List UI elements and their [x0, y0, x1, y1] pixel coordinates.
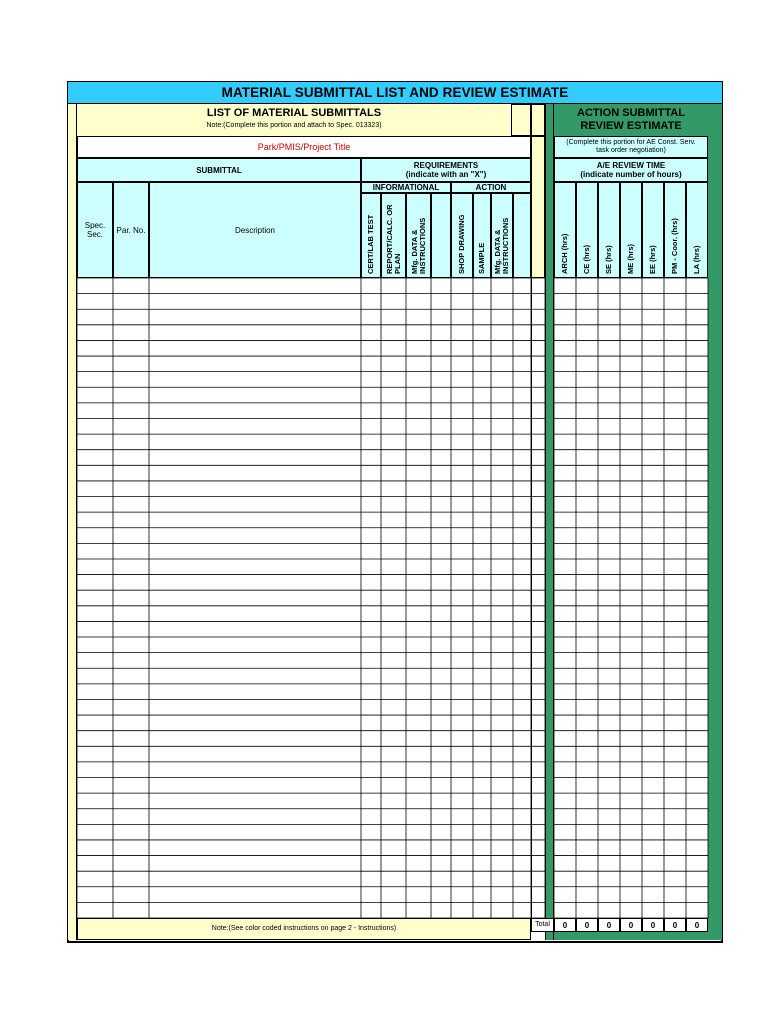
arch-hrs-header: ARCH (hrs) [554, 182, 576, 278]
review-time-header: A/E REVIEW TIME (indicate number of hours) [554, 158, 708, 182]
description-header: Description [149, 182, 361, 278]
total-ce: 0 [576, 918, 598, 932]
total-arch: 0 [554, 918, 576, 932]
par-no-header: Par. No. [113, 182, 149, 278]
sample-header: SAMPLE [473, 193, 491, 278]
total-me: 0 [620, 918, 642, 932]
pm-coor-hrs-header: PM - Coor. (hrs) [664, 182, 686, 278]
project-title-label: Park/PMIS/Project Title [257, 142, 351, 152]
footer-note-cell: Note:(See color coded instructions on page 2 - Instructions) [77, 918, 531, 940]
total-la: 0 [686, 918, 708, 932]
total-pm-coor: 0 [664, 918, 686, 932]
submittal-header: SUBMITTAL [77, 158, 361, 182]
total-ee: 0 [642, 918, 664, 932]
total-se: 0 [598, 918, 620, 932]
la-hrs-header: LA (hrs) [686, 182, 708, 278]
left-note: Note:(Complete this portion and attach to Spec. 013323) [206, 122, 382, 129]
action-header: ACTION [451, 182, 531, 193]
shop-drawing-header: SHOP DRAWING [451, 193, 473, 278]
form-title: MATERIAL SUBMITTAL LIST AND REVIEW ESTIMATE [68, 82, 722, 104]
spec-sec-header: Spec. Sec. [77, 182, 113, 278]
cert-lab-test-header: CERT/LAB TEST [361, 193, 381, 278]
left-heading: LIST OF MATERIAL SUBMITTALS [206, 107, 382, 119]
total-label-cell: Total [531, 918, 554, 932]
mfg-data-info-header: Mfg. DATA & INSTRUCTIONS [406, 193, 431, 278]
report-calc-header: REPORT/CALC. OR PLAN [381, 193, 406, 278]
informational-header: INFORMATIONAL [361, 182, 451, 193]
ee-hrs-header: EE (hrs) [642, 182, 664, 278]
requirements-header: REQUIREMENTS (indicate with an "X") [361, 158, 531, 182]
ce-hrs-header: CE (hrs) [576, 182, 598, 278]
right-note: (Complete this portion for AE Const. Serv. task order negotiation) [554, 136, 708, 158]
mfg-data-action-header: Mfg. DATA & INSTRUCTIONS [491, 193, 513, 278]
right-heading: ACTION SUBMITTAL REVIEW ESTIMATE [577, 107, 685, 132]
se-hrs-header: SE (hrs) [598, 182, 620, 278]
me-hrs-header: ME (hrs) [620, 182, 642, 278]
